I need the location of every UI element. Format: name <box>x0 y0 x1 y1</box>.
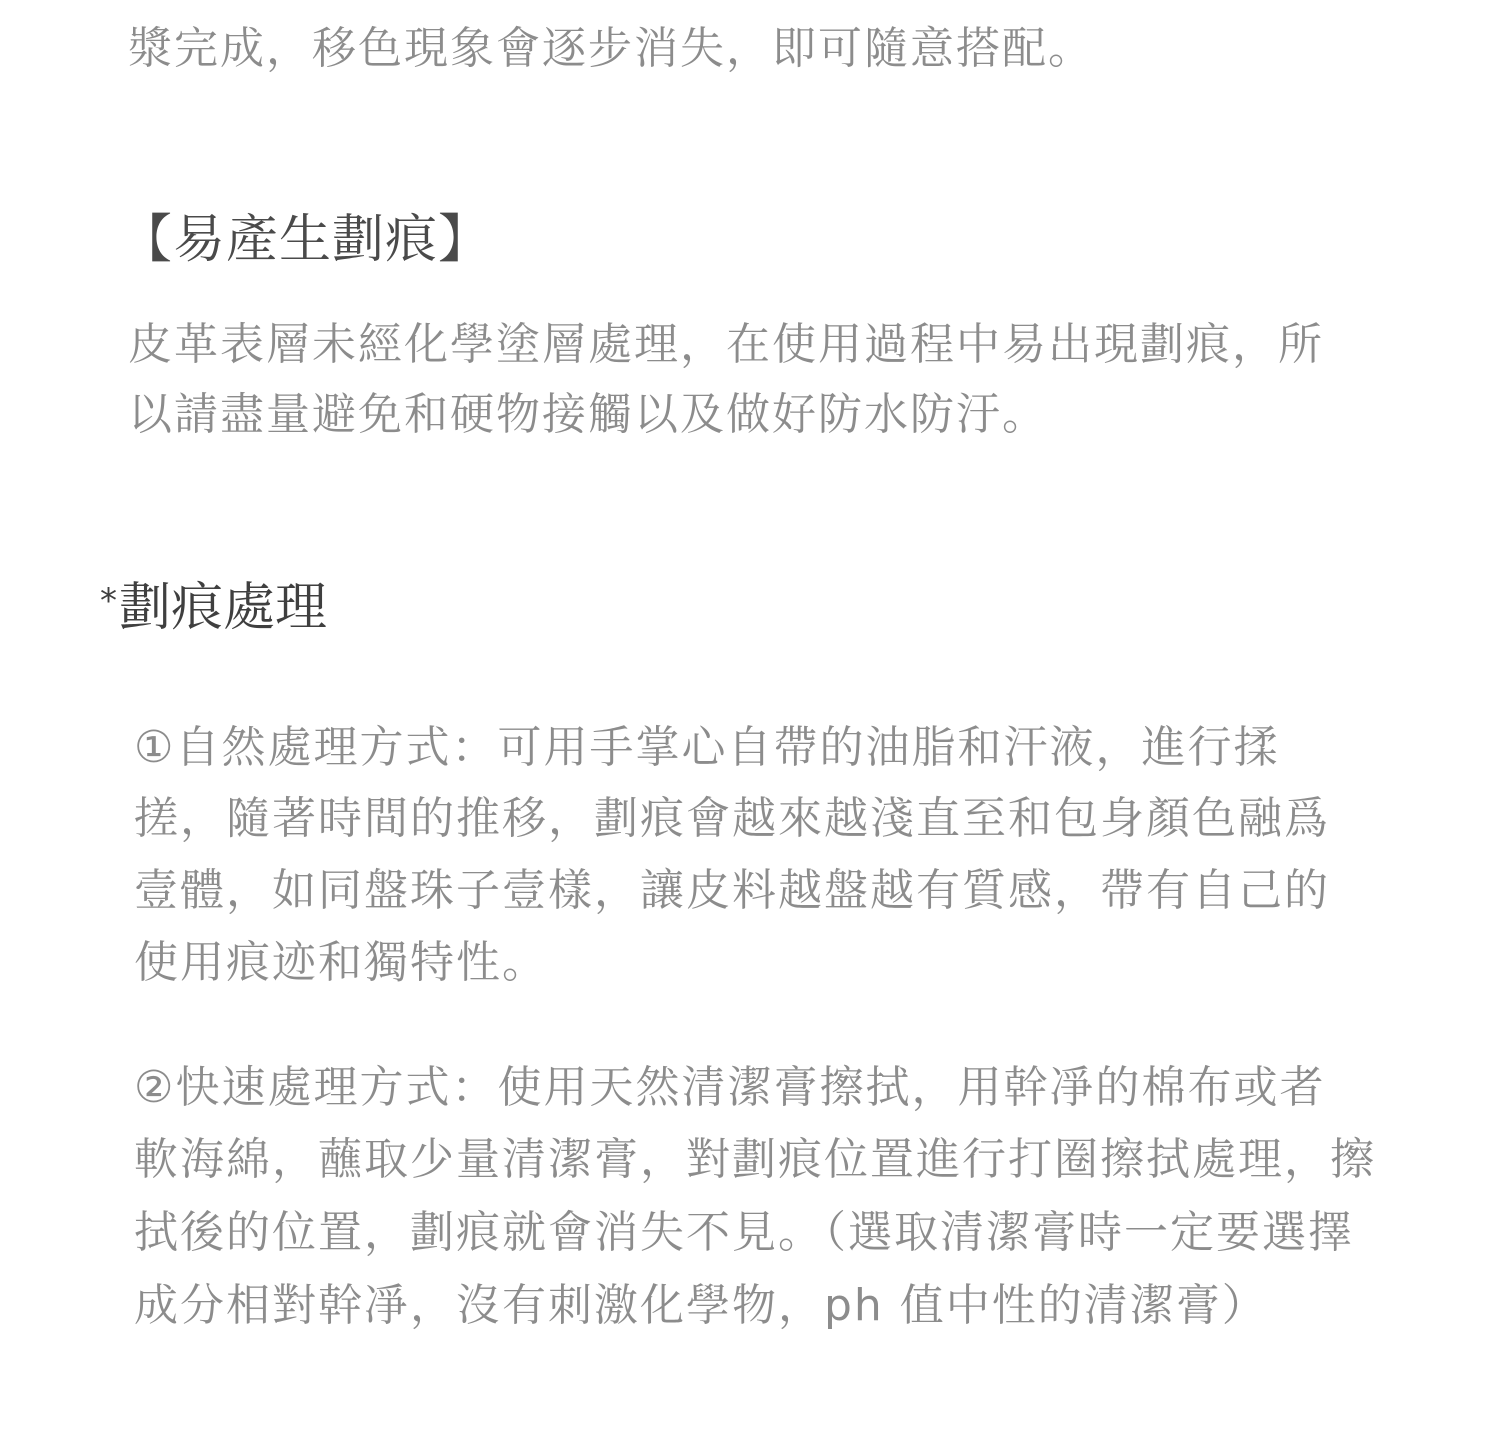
method-2-line: 拭後的位置，劃痕就會消失不見。（選取清潔膏時一定要選擇 <box>134 1207 1354 1258</box>
section-heading-scratch-treatment <box>100 578 328 638</box>
method-1-line: ①自然處理方式：可用手掌心自帶的油脂和汗液，進行揉 <box>134 722 1280 773</box>
scratch-body-line: 以請盡量避免和硬物接觸以及做好防水防汙。 <box>128 389 1048 440</box>
asterisk-mark: * <box>100 581 117 621</box>
method-1-line: 壹體，如同盤珠子壹樣，讓皮料越盤越有質感，帶有自己的 <box>134 865 1330 916</box>
section-heading-scratch-prone: 【易產生劃痕】 <box>120 210 492 270</box>
method-2-line: 軟海綿，蘸取少量清潔膏，對劃痕位置進行打圈擦拭處理，擦 <box>134 1134 1376 1185</box>
treatment-heading-text: 劃痕處理 <box>119 578 328 638</box>
intro-line: 漿完成，移色現象會逐步消失，即可隨意搭配。 <box>128 23 1094 74</box>
scratch-body-line: 皮革表層未經化學塗層處理，在使用過程中易出現劃痕，所 <box>128 319 1324 370</box>
method-2-line: ②快速處理方式：使用天然清潔膏擦拭，用幹凈的棉布或者 <box>134 1062 1326 1113</box>
method-2-line: 成分相對幹凈，沒有刺激化學物，ph 值中性的清潔膏） <box>134 1280 1268 1331</box>
method-1-line: 使用痕迹和獨特性。 <box>134 937 548 988</box>
method-1-line: 搓，隨著時間的推移，劃痕會越來越淺直至和包身顏色融爲 <box>134 793 1330 844</box>
